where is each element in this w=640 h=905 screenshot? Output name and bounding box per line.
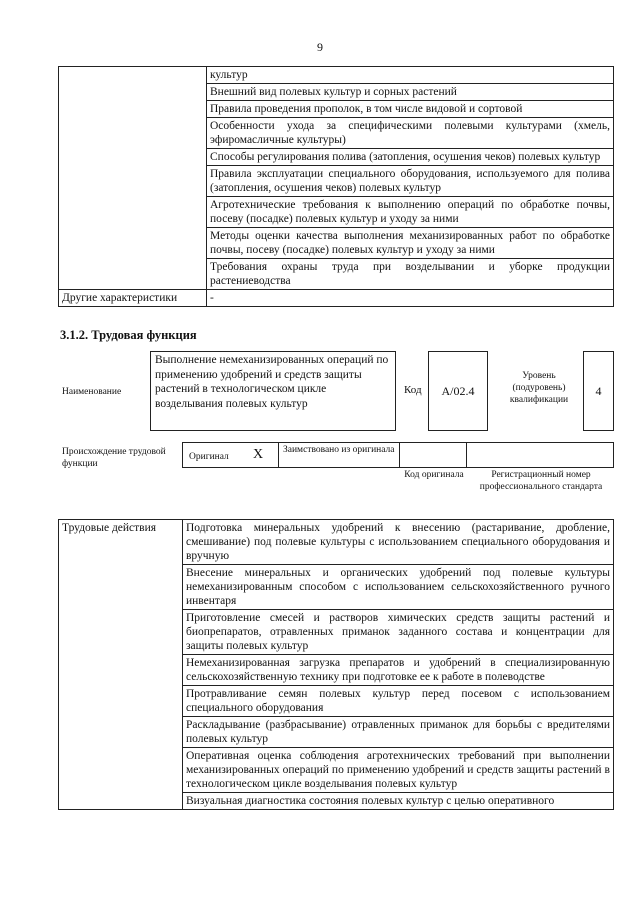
page-number: 9 — [317, 40, 323, 54]
action-row: Подготовка минеральных удобрений к внесению (растаривание, дробление, смешивание) под полевые культуры с использованием специального оборудования и вручную — [183, 520, 614, 565]
knowledge-row: Требования охраны труда при возделывании и уборке продукции растениеводства — [207, 259, 614, 290]
other-characteristics-value: - — [207, 290, 614, 307]
knowledge-row: Агротехнические требования к выполнению операций по обработке почвы, посеву (посадке) полевых культур и уходу за ними — [207, 197, 614, 228]
knowledge-row: Правила эксплуатации специального оборудования, используемого для полива (затопления, осушения чеков) полевых культур — [207, 166, 614, 197]
knowledge-row: культур — [207, 67, 614, 84]
labor-actions-table — [58, 519, 614, 810]
code-caption: Код оригинала — [404, 470, 464, 480]
origin-label: Происхождение трудовой функции — [62, 447, 166, 469]
knowledge-label-cell — [59, 67, 207, 290]
original-cell — [182, 442, 279, 468]
action-row: Визуальная диагностика состояния полевых культур с целью оперативного — [183, 793, 614, 810]
action-row: Оперативная оценка соблюдения агротехнических требований при выполнении механизированных операций по применению удобрений и средств защиты растений в технологическом цикле возделывания полевых культур — [183, 748, 614, 793]
knowledge-row: Правила проведения прополок, в том числе видовой и сортовой — [207, 101, 614, 118]
knowledge-table — [58, 66, 614, 307]
action-row: Внесение минеральных и органических удобрений под полевые культуры немеханизированным способом с использованием сельскохозяйственного ручного инвентаря — [183, 565, 614, 610]
qualification-level-label: Уровень (подуровень) квалификации — [509, 371, 569, 405]
name-label: Наименование — [62, 387, 122, 397]
function-name: Выполнение немеханизированных операций по применению удобрений и средств защиты растений в технологическом цикле возделывания полевых культур — [150, 351, 396, 431]
action-row: Приготовление смесей и растворов химических средств защиты растений и биопрепаратов, отравленных приманок заданного состава и концентрации для защиты полевых культур — [183, 610, 614, 655]
original-code-cell — [399, 442, 467, 468]
original-mark: X — [253, 447, 264, 462]
knowledge-row: Внешний вид полевых культур и сорных растений — [207, 84, 614, 101]
knowledge-row: Особенности ухода за специфическими полевыми культурами (хмель, эфиромасличные культуры) — [207, 118, 614, 149]
action-row: Раскладывание (разбрасывание) отравленных приманок для борьбы с вредителями полевых культур — [183, 717, 614, 748]
section-title: 3.1.2. Трудовая функция — [60, 328, 197, 342]
knowledge-row: Методы оценки качества выполнения механизированных работ по обработке почвы, посеву (посадке) полевых культур и уходу за ними — [207, 228, 614, 259]
labor-actions-label: Трудовые действия — [59, 520, 183, 810]
action-row: Протравливание семян полевых культур перед посевом с использованием специального оборудования — [183, 686, 614, 717]
function-code: A/02.4 — [428, 351, 488, 431]
qualification-level-value: 4 — [583, 351, 614, 431]
borrowed-label: Заимствовано из оригинала — [278, 442, 400, 468]
knowledge-row: Способы регулирования полива (затопления, осушения чеков) полевых культур — [207, 149, 614, 166]
registration-number-cell — [466, 442, 614, 468]
registration-caption: Регистрационный номер профессионального стандарта — [479, 470, 603, 492]
action-row: Немеханизированная загрузка препаратов и удобрений в специализированную сельскохозяйственную технику при подготовке ее к работе в полеводстве — [183, 655, 614, 686]
code-label: Код — [404, 384, 422, 396]
other-characteristics-label: Другие характеристики — [59, 290, 207, 307]
original-label: Оригинал — [189, 452, 229, 462]
